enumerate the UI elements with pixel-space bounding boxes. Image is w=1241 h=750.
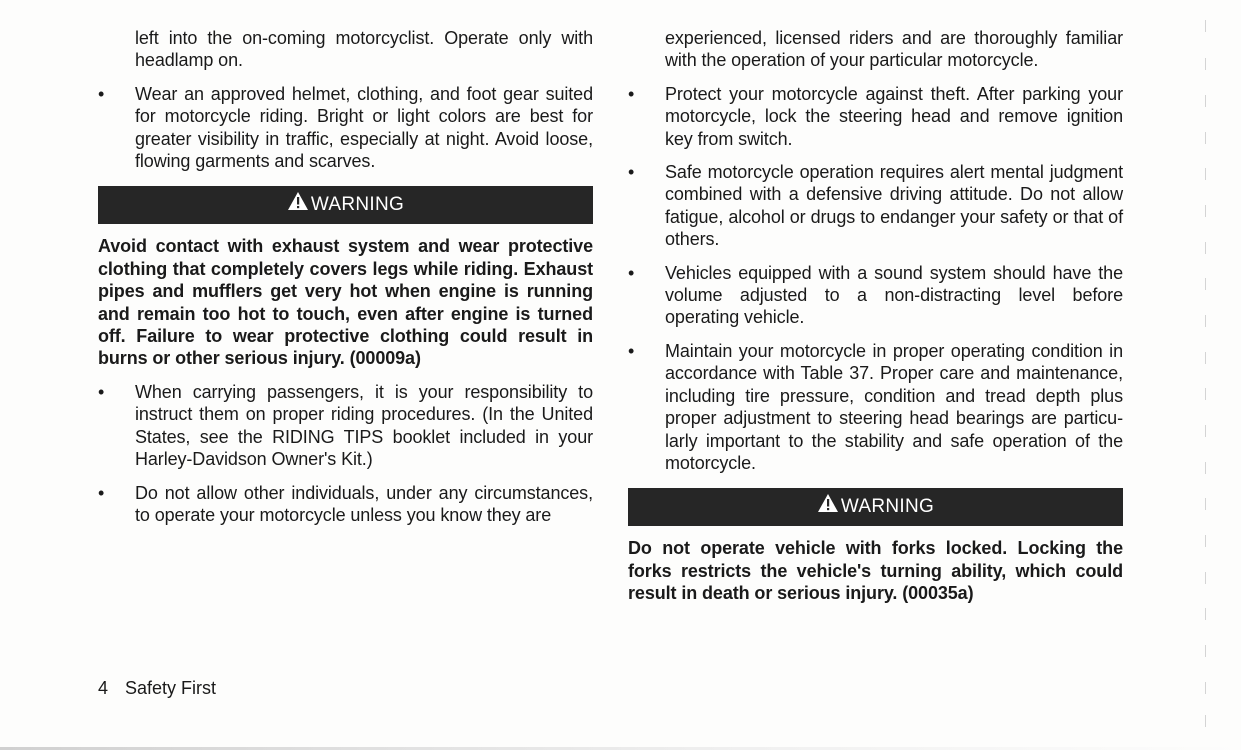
bullet-icon: • [628, 340, 635, 361]
page-edge-marks [1205, 20, 1211, 730]
list-item [628, 340, 1123, 474]
page-footer [98, 677, 216, 699]
bullet-text: Wear an approved helmet, clothing, and foot gear suited for motorcycle riding. Bright or light colors are best for greater visibility in traffic, especially at night. Avoid loose, flowing garments and scarves. [135, 83, 593, 172]
bullet-text: Vehicles equipped with a sound system should have the volume adjusted to a non-distracting level before operating vehicle. [665, 262, 1123, 328]
bullet-text: Maintain your motorcycle in proper operating condition in accordance with Table 37. Proper care and maintenance, including tire pressure, condition and tread depth plus proper adjustment to steering head bearings are particu-larly important to the stability and safe operation of the motorcycle. [665, 340, 1123, 473]
list-item [98, 381, 593, 471]
bullet-icon: • [98, 83, 105, 104]
list-item [98, 482, 593, 527]
left-column [98, 27, 593, 537]
right-continued-text: experienced, licensed riders and are thoroughly familiar with the operation of your particular motorcycle. [665, 28, 1123, 71]
bullet-text: Do not allow other individuals, under any circumstances, to operate your motorcycle unless you know they are [135, 482, 593, 525]
bullet-text: Protect your motorcycle against theft. After parking your motorcycle, lock the steering head and remove ignition key from switch. [665, 83, 1123, 149]
list-item [628, 161, 1123, 251]
left-continued-text: left into the on-coming motorcyclist. Operate only with headlamp on. [135, 28, 593, 71]
warning-banner [98, 186, 593, 224]
list-item [98, 83, 593, 173]
warning-triangle-icon [287, 191, 309, 217]
warning-text: Avoid contact with exhaust system and wear protective clothing that completely covers legs while riding. Exhaust pipes and mufflers get very hot when engine is running and remain too hot to touch, even after engine is turned off. Failure to wear protective clothing could result in burns or other serious injury. (00009a) [98, 236, 593, 369]
bullet-icon: • [98, 482, 105, 503]
bullet-icon: • [628, 83, 635, 104]
warning-title: WARNING [840, 496, 935, 518]
list-item [628, 262, 1123, 329]
warning-banner [628, 488, 1123, 526]
page-number: 4 [98, 678, 109, 698]
warning-text: Do not operate vehicle with forks locked. Locking the forks restricts the vehicle's turning ability, which could result in death or serious injury. (00035a) [628, 538, 1123, 604]
section-title: Safety First [125, 678, 217, 698]
bullet-text: Safe motorcycle operation requires alert mental judgment combined with a defensive driving attitude. Do not allow fatigue, alcohol or drugs to endanger your safety or that of others. [665, 162, 1123, 250]
list-item [628, 83, 1123, 150]
right-column [628, 27, 1123, 616]
bullet-text: When carrying passengers, it is your responsibility to instruct them on proper riding procedures. (In the United States, see the RIDING TIPS booklet included in your Harley-Davidson Owner's Kit.) [135, 381, 593, 470]
warning-title: WARNING [310, 194, 405, 216]
bullet-icon: • [628, 262, 635, 283]
warning-triangle-icon [817, 493, 839, 519]
bullet-icon: • [628, 162, 635, 183]
bullet-icon: • [98, 381, 105, 402]
